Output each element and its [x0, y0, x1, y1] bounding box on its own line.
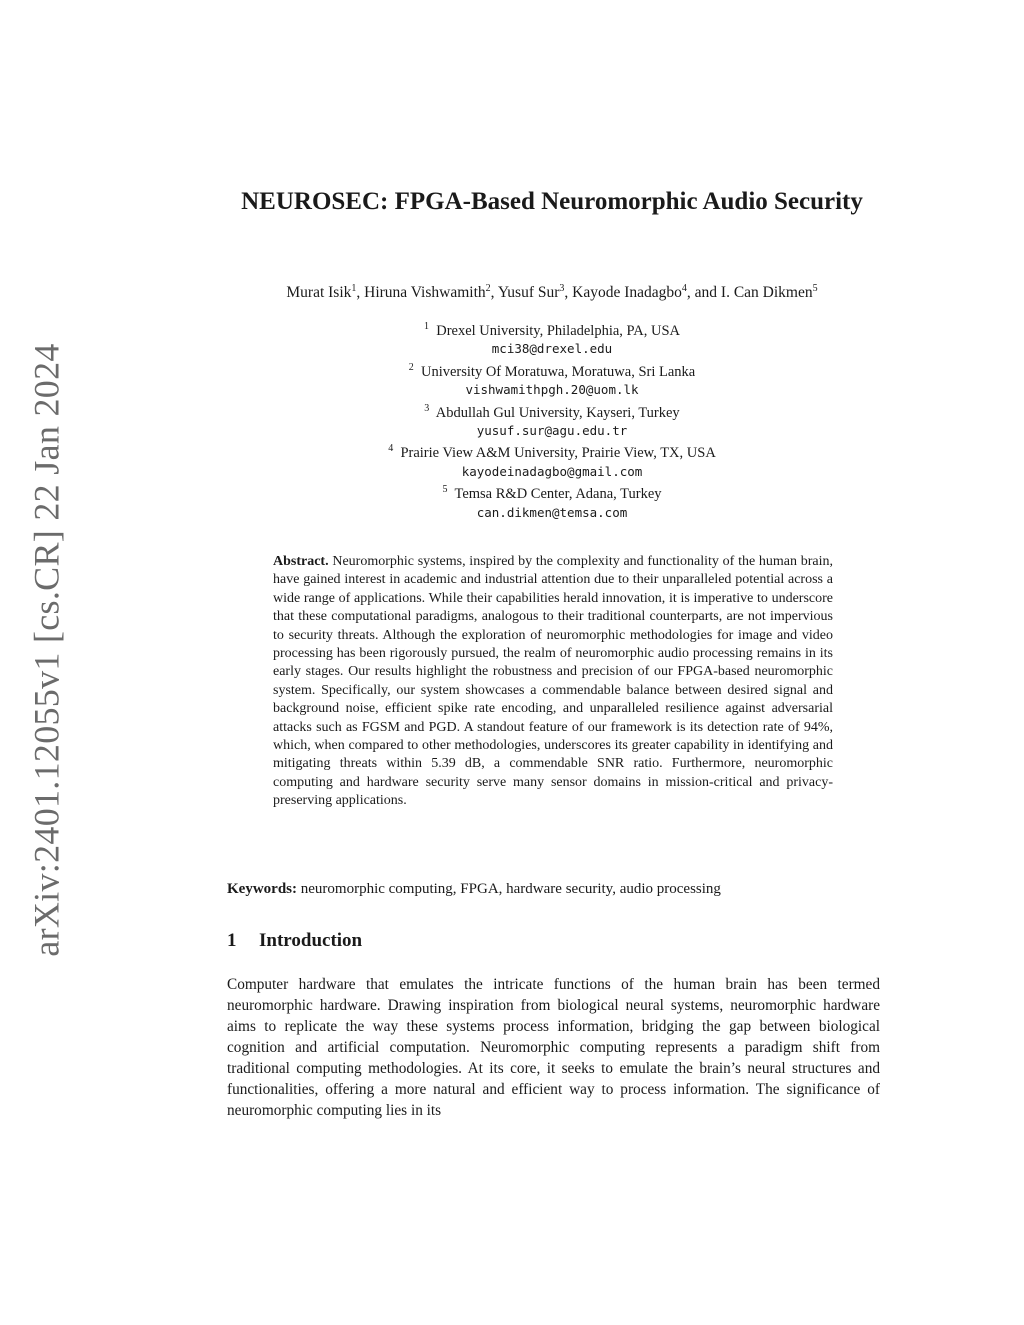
affiliation-list	[200, 318, 904, 522]
author-mark: 2	[485, 283, 491, 294]
section-number: 1	[227, 930, 237, 951]
affiliation-mark: 4	[388, 443, 394, 455]
arxiv-identifier: arXiv:2401.12055v1 [cs.CR] 22 Jan 2024	[27, 343, 68, 957]
author-name: Kayode Inadagbo	[572, 284, 682, 302]
abstract-label: Abstract.	[273, 554, 329, 569]
author-list	[180, 283, 924, 302]
author-separator: ,	[490, 284, 498, 302]
author-name: I. Can Dikmen	[720, 284, 813, 302]
keywords-text: neuromorphic computing, FPGA, hardware security, audio processing	[300, 881, 721, 897]
affiliation-item	[200, 318, 904, 340]
author-mark: 1	[351, 283, 357, 294]
section-title: Introduction	[259, 930, 363, 951]
author-mark: 3	[559, 283, 565, 294]
affiliation-institution: Abdullah Gul University, Kayseri, Turkey	[435, 404, 680, 421]
affiliation-mark: 1	[423, 321, 429, 332]
affiliation-mark: 3	[424, 402, 430, 414]
affiliation-item	[200, 359, 904, 381]
affiliation-institution: University Of Moratuwa, Moratuwa, Sri Lanka	[421, 363, 696, 380]
abstract-text: Neuromorphic systems, inspired by the complexity and functionality of the human brain, have gained interest in academic and industrial attention due to their unparalleled potential across a wide range of applications. While their capabilities herald innovation, it is imperative to underscore that these computational paradigms, analogous to their traditional counterparts, are not impervious to security threats. Although the exploration of neuromorphic methodologies for image and video processing has been rigorously pursued, the realm of neuromorphic audio processing remains in its early stages. Our results highlight the robustness and precision of our FPGA-based neuromorphic system. Specifically, our system showcases a commendable balance between desired signal and background noise, efficient spike rate encoding, and unparalleled resilience against adversarial attacks such as FGSM and PGD. A standout feature of our framework is its detection rate of 94%, which, when compared to other methodologies, underscores its greater capability in identifying and mitigating threats within 5.39 dB, a commendable SNR ratio. Furthermore, neuromorphic computing and hardware security serve many sensor domains in mission-critical and privacy-preserving applications.	[273, 554, 834, 809]
author-mark: 5	[812, 283, 818, 294]
affiliation-email[interactable]: kayodeinadagbo@gmail.com	[461, 463, 643, 479]
author-separator: ,	[564, 284, 573, 302]
author-separator: ,	[356, 284, 365, 302]
affiliation-email[interactable]: yusuf.sur@agu.edu.tr	[476, 422, 628, 438]
affiliation-institution: Prairie View A&M University, Prairie View, TX, USA	[400, 445, 716, 462]
affiliation-email[interactable]: can.dikmen@temsa.com	[476, 504, 628, 520]
intro-paragraph: Computer hardware that emulates the intricate functions of the human brain has been termed neuromorphic hardware. Drawing inspiration from biological neural systems, neuromorphic hardware aims to replicate the way these systems process information, bridging the gap between biological cognition and artificial computation. Neuromorphic computing represents a paradigm shift from traditional computing methodologies. At its core, it seeks to emulate the brain’s neural structures and functionalities, offering a more natural and efficient way to process information. The significance of neuromorphic computing lies in its	[227, 976, 880, 1119]
author-name: Murat Isik	[286, 284, 352, 302]
keywords-block	[227, 881, 887, 898]
arxiv-sidebar	[22, 343, 72, 957]
affiliation-item	[200, 440, 904, 462]
abstract-block	[273, 553, 833, 811]
affiliation-email[interactable]: vishwamithpgh.20@uom.lk	[465, 382, 639, 398]
affiliation-item	[200, 481, 904, 503]
affiliation-mark: 2	[408, 361, 414, 373]
section-heading	[227, 930, 362, 952]
affiliation-institution: Temsa R&D Center, Adana, Turkey	[454, 486, 662, 503]
author-name: Yusuf Sur	[497, 284, 560, 302]
affiliation-item	[200, 400, 904, 422]
author-mark: 4	[681, 283, 687, 294]
author-separator: , and	[686, 284, 721, 302]
keywords-label: Keywords:	[227, 881, 297, 897]
affiliation-institution: Drexel University, Philadelphia, PA, USA	[436, 322, 681, 339]
affiliation-mark: 5	[442, 484, 448, 496]
author-name: Hiruna Vishwamith	[364, 284, 486, 302]
affiliation-email[interactable]: mci38@drexel.edu	[491, 341, 613, 357]
paper-title: NEUROSEC: FPGA-Based Neuromorphic Audio Security	[241, 188, 863, 215]
